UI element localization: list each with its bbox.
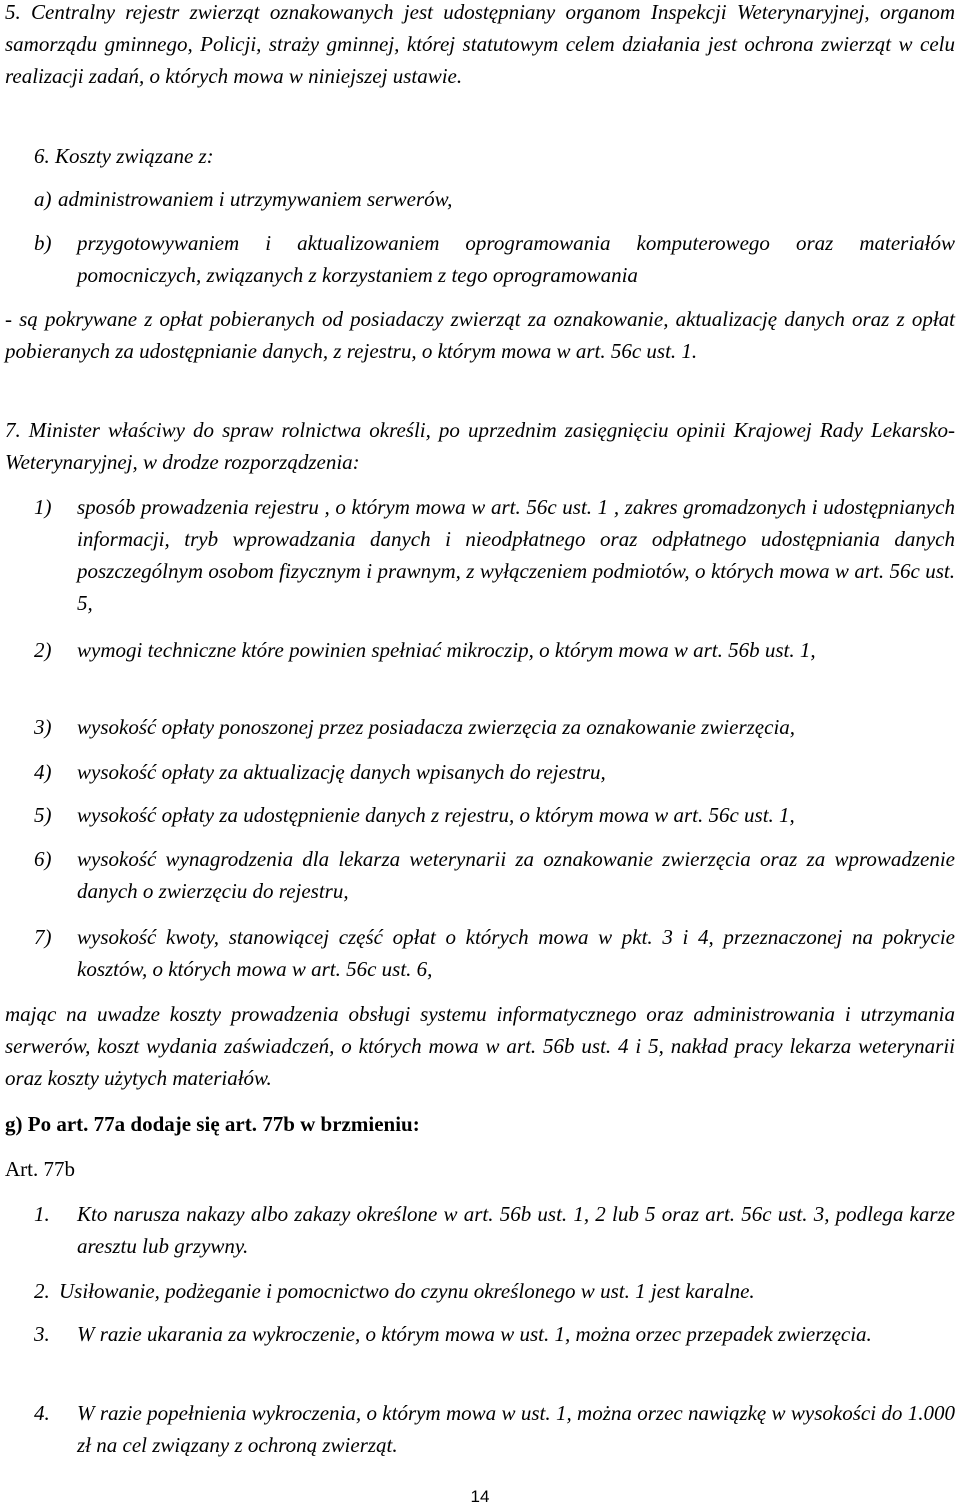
item-marker: 4) [34,760,52,784]
item-text: Usiłowanie, podżeganie i pomocnictwo do czynu określonego w ust. 1 jest karalne. [59,1279,755,1303]
item-text: przygotowywaniem i aktualizowaniem oprogramowania komputerowego oraz materiałów pomocniczych, związanych z korzystaniem z tego oprogramowania [77,231,955,287]
item-text: W razie popełnienia wykroczenia, o którym mowa w ust. 1, można orzec nawiązkę w wysokości do 1.000 zł na cel związany z ochroną zwierząt. [77,1401,955,1457]
item-text: sposób prowadzenia rejestru , o którym mowa w art. 56c ust. 1 , zakres gromadzonych i udostępnianych informacji, tryb wprowadzania danych i nieodpłatnego oraz odpłatnego udostępniania danych poszczególnym osobom fizycznym i prawnym, z wyłączeniem podmiotów, o których mowa w art. 56c ust. 5, [77,495,955,615]
item-text: wysokość opłaty ponoszonej przez posiadacza zwierzęcia za oznakowanie zwierzęcia, [77,715,796,739]
section-6-item-a [34,183,955,215]
section-7-intro [5,414,955,478]
item-marker: 3) [34,715,52,739]
article-item-3 [34,1318,955,1350]
section-5-text: Centralny rejestr zwierząt oznakowanych jest udostępniany organom Inspekcji Weterynaryjnej, organom samorządu gminnego, Policji, straży gminnej, której statutowym celem działania jest ochrona zwierząt w celu realizacji zadań, o których mowa w niniejszej ustawie. [5,0,955,88]
article-item-2 [34,1275,955,1307]
section-7-item-1 [34,491,955,619]
item-marker: 5) [34,803,52,827]
item-text: wysokość opłaty za udostępnienie danych z rejestru, o którym mowa w art. 56c ust. 1, [77,803,795,827]
section-6-closing: - są pokrywane z opłat pobieranych od posiadaczy zwierząt za oznakowanie, aktualizację danych oraz z opłat pobieranych za udostępnianie danych, z rejestru, o którym mowa w art. 56c ust. 1. [5,307,955,363]
section-7-closing: mając na uwadze koszty prowadzenia obsługi systemu informatycznego oraz administrowania i utrzymania serwerów, koszt wydania zaświadczeń, o których mowa w art. 56b ust. 4 i 5, nakład pracy lekarza weterynarii oraz koszty użytych materiałów. [5,1002,955,1090]
item-text: wymogi techniczne które powinien spełniać mikroczip, o którym mowa w art. 56b ust. 1, [77,638,816,662]
amendment-heading: g) Po art. 77a dodaje się art. 77b w brzmieniu: [5,1112,420,1136]
section-7-item-4 [34,756,955,788]
item-marker: 2) [34,638,52,662]
article-item-1 [34,1198,955,1262]
item-text: wysokość kwoty, stanowiącej część opłat o których mowa w pkt. 3 i 4, przeznaczonej na pokrycie kosztów, o których mowa w art. 56c ust. 6, [77,925,955,981]
section-6-number: 6. [34,144,50,168]
section-7-item-5 [34,799,955,831]
section-6-intro-text: Koszty związane z: [55,144,214,168]
section-7-item-2 [34,634,955,666]
section-7-item-6 [34,843,955,907]
item-text: W razie ukarania za wykroczenie, o którym mowa w ust. 1, można orzec przepadek zwierzęcia. [77,1322,872,1346]
section-7-item-3 [34,711,955,743]
section-5 [5,0,955,92]
item-text: wysokość opłaty za aktualizację danych wpisanych do rejestru, [77,760,606,784]
item-marker: 1. [34,1202,50,1226]
item-marker: 2. [34,1279,50,1303]
item-marker: 3. [34,1322,50,1346]
item-marker: a) [34,187,52,211]
section-6-item-b [34,227,955,291]
section-7-number: 7. [5,418,21,442]
section-6-intro [34,140,214,172]
item-marker: 4. [34,1401,50,1425]
item-marker: 1) [34,495,52,519]
article-title: Art. 77b [5,1157,75,1181]
item-text: wysokość wynagrodzenia dla lekarza weterynarii za oznakowanie zwierzęcia oraz za wprowadzenie danych o zwierzęciu do rejestru, [77,847,955,903]
item-text: Kto narusza nakazy albo zakazy określone w art. 56b ust. 1, 2 lub 5 oraz art. 56c ust. 3, podlega karze aresztu lub grzywny. [77,1202,955,1258]
section-7-item-7 [34,921,955,985]
item-marker: 7) [34,925,52,949]
item-marker: b) [34,231,52,255]
section-5-number: 5. [5,0,21,24]
page-number: 14 [470,1487,490,1506]
item-text: administrowaniem i utrzymywaniem serwerów, [58,187,453,211]
section-7-intro-text: Minister właściwy do spraw rolnictwa określi, po uprzednim zasięgnięciu opinii Krajowej Rady Lekarsko-Weterynaryjnej, w drodze rozporządzenia: [5,418,955,474]
item-marker: 6) [34,847,52,871]
article-item-4 [34,1397,955,1461]
